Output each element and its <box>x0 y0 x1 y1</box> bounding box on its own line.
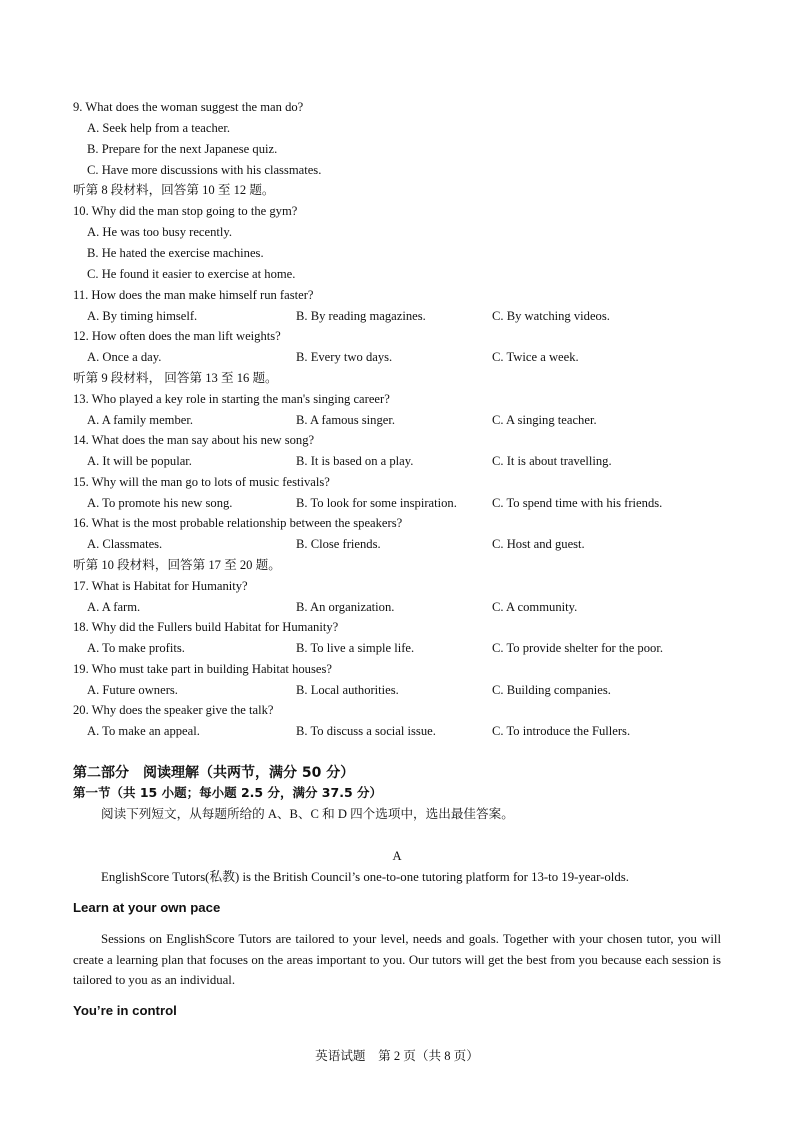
question-17: 17. What is Habitat for Humanity? <box>73 579 248 593</box>
q12-option-c: C. Twice a week. <box>492 350 579 364</box>
q15-option-a: A. To promote his new song. <box>87 496 233 510</box>
q10-option-b: B. He hated the exercise machines. <box>87 246 264 260</box>
q13-option-a: A. A family member. <box>87 413 193 427</box>
q11-option-c: C. By watching videos. <box>492 309 610 323</box>
q15-option-c: C. To spend time with his friends. <box>492 496 663 510</box>
q14-option-a: A. It will be popular. <box>87 454 192 468</box>
q20-option-a: A. To make an appeal. <box>87 724 200 738</box>
q12-options <box>87 349 727 365</box>
q18-option-c: C. To provide shelter for the poor. <box>492 641 663 655</box>
q15-option-b: B. To look for some inspiration. <box>296 496 457 510</box>
q19-option-c: C. Building companies. <box>492 683 611 697</box>
q9-option-a: A. Seek help from a teacher. <box>87 121 231 135</box>
q11-option-b: B. By reading magazines. <box>296 309 426 323</box>
section-note-10: 听第 10 段材料，回答第 17 至 20 题。 <box>73 558 281 572</box>
q13-options <box>87 412 727 428</box>
question-16: 16. What is the most probable relationship between the speakers? <box>73 516 403 530</box>
section-title: 第一节（共 15 小题；每小题 2.5 分，满分 37.5 分） <box>73 785 382 800</box>
q16-option-b: B. Close friends. <box>296 537 381 551</box>
q19-option-b: B. Local authorities. <box>296 683 399 697</box>
q14-option-c: C. It is about travelling. <box>492 454 612 468</box>
q11-options <box>87 308 727 324</box>
q13-option-c: C. A singing teacher. <box>492 413 597 427</box>
q20-options <box>87 723 727 739</box>
question-9: 9. What does the woman suggest the man do? <box>73 100 304 114</box>
q18-option-a: A. To make profits. <box>87 641 185 655</box>
q15-options <box>87 495 727 511</box>
q19-options <box>87 682 727 698</box>
page-footer: 英语试题 第 2 页（共 8 页） <box>315 1049 479 1063</box>
part-title: 第二部分 阅读理解（共两节，满分 50 分） <box>73 765 355 781</box>
instruction: 阅读下列短文，从每题所给的 A、B、C 和 D 四个选项中，选出最佳答案。 <box>101 807 514 821</box>
q17-option-a: A. A farm. <box>87 600 141 614</box>
q10-option-a: A. He was too busy recently. <box>87 225 233 239</box>
question-19: 19. Who must take part in building Habitat houses? <box>73 662 332 676</box>
q20-option-b: B. To discuss a social issue. <box>296 724 436 738</box>
q17-option-b: B. An organization. <box>296 600 395 614</box>
q12-option-a: A. Once a day. <box>87 350 162 364</box>
heading-youre-in-control: You’re in control <box>73 1003 177 1018</box>
question-20: 20. Why does the speaker give the talk? <box>73 703 274 717</box>
q17-option-c: C. A community. <box>492 600 578 614</box>
q16-option-a: A. Classmates. <box>87 537 163 551</box>
q20-option-c: C. To introduce the Fullers. <box>492 724 631 738</box>
q9-option-c: C. Have more discussions with his classmates. <box>87 163 322 177</box>
question-18: 18. Why did the Fullers build Habitat for Humanity? <box>73 620 339 634</box>
question-14: 14. What does the man say about his new song? <box>73 433 315 447</box>
question-15: 15. Why will the man go to lots of music festivals? <box>73 475 330 489</box>
question-10: 10. Why did the man stop going to the gym? <box>73 204 298 218</box>
question-12: 12. How often does the man lift weights? <box>73 329 281 343</box>
q12-option-b: B. Every two days. <box>296 350 393 364</box>
heading-learn-at-your-own-pace: Learn at your own pace <box>73 900 221 915</box>
question-11: 11. How does the man make himself run faster? <box>73 288 314 302</box>
section-note-8: 听第 8 段材料，回答第 10 至 12 题。 <box>73 183 275 197</box>
passage-intro: EnglishScore Tutors(私教) is the British Council’s one-to-one tutoring platform for 13-to 19-year-olds. <box>101 870 629 884</box>
q10-option-c: C. He found it easier to exercise at home. <box>87 267 296 281</box>
q18-option-b: B. To live a simple life. <box>296 641 415 655</box>
q9-option-b: B. Prepare for the next Japanese quiz. <box>87 142 278 156</box>
q16-option-c: C. Host and guest. <box>492 537 585 551</box>
section-note-9: 听第 9 段材料， 回答第 13 至 16 题。 <box>73 371 278 385</box>
passage-label: A <box>392 849 402 863</box>
q19-option-a: A. Future owners. <box>87 683 178 697</box>
paragraph-1: Sessions on EnglishScore Tutors are tailored to your level, needs and goals. Together with your chosen tutor, you will create a learning plan that focuses on the areas important to you. Our tutors will get the best from you because each session is tailored to you as an individual. <box>73 932 721 988</box>
q14-options <box>87 453 727 469</box>
q13-option-b: B. A famous singer. <box>296 413 396 427</box>
q11-option-a: A. By timing himself. <box>87 309 198 323</box>
q16-options <box>87 536 727 552</box>
question-13: 13. Who played a key role in starting the man's singing career? <box>73 392 390 406</box>
q17-options <box>87 599 727 615</box>
q18-options <box>87 640 727 656</box>
q14-option-b: B. It is based on a play. <box>296 454 414 468</box>
